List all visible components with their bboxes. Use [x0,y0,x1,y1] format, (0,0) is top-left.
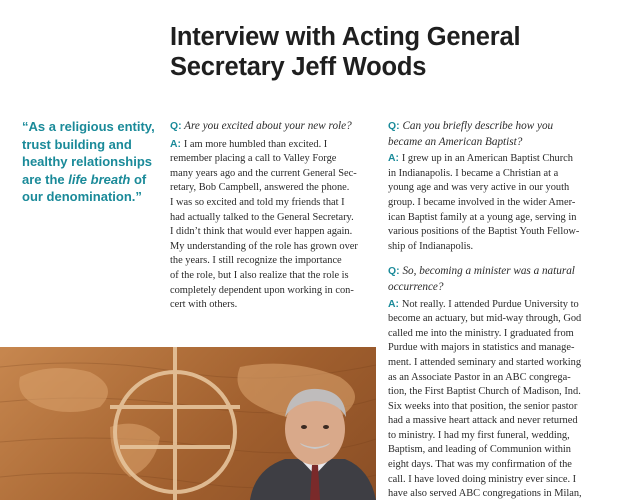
pull-quote-line: our denomination.” [22,189,142,204]
title-line-1: Interview with Acting General [170,23,521,51]
answer-line: I was so excited and told my friends that I [170,196,345,208]
pull-quote-line [22,171,162,189]
question-tag: Q: [388,121,403,132]
answer-line: Baptism, and leading of Communion within [388,444,571,456]
answer-line: ship of Indianapolis. [388,240,474,252]
answer-line: I didn’t think that would ever happen again. [170,226,353,238]
answer-line: young age and was very active in our youth [388,182,570,194]
answer-3 [388,298,624,500]
question-text: Are you excited about your new role? [184,120,352,132]
question-line: Q: Can you briefly describe how you [388,120,554,132]
question-tag: Q: [388,266,403,278]
question-2 [388,119,624,149]
answer-line: of the role, but I also realize that the role is [170,269,349,281]
answer-line: had actually talked to the General Secretary. [170,211,354,223]
pull-quote-line: “As a religious entity, [22,119,155,134]
pull-quote-fragment: are the [22,171,69,187]
answer-line: to ministry. I had my first funeral, wedding, [388,429,570,441]
answer-line: many years ago and the current General Sec- [170,167,357,179]
column-right [388,119,624,500]
answer-line: A: I grew up in an American Baptist Church [388,153,573,165]
answer-line: cert with others. [170,299,238,311]
question-1 [170,119,370,135]
answer-line: Purdue with majors in statistics and manage- [388,342,575,354]
answer-line: call. I have loved doing ministry ever since. I [388,473,577,485]
answer-line: had a massive heart attack and never returned [388,415,578,427]
answer-line: as an Associate Pastor in an ABC congrega- [388,371,571,383]
pull-quote [22,118,162,206]
answer-line: A: Not really. I attended Purdue University to [388,298,579,310]
answer-line: called me into the ministry. I graduated from [388,327,574,339]
question-3 [388,264,624,294]
pull-quote-emphasis: life breath [68,171,131,187]
question-line: occurrence? [388,280,444,293]
answer-line: various positions of the Baptist Youth Fellow- [388,226,580,238]
answer-line: in Indianapolis. I became a Christian at a [388,167,559,179]
question-line: became an American Baptist? [388,135,523,148]
question-line: Q: So, becoming a minister was a natural [388,265,575,278]
answer-line: tion, the First Baptist Church of Madison, Ind. [388,386,581,398]
answer-line: the years. I still recognize the importance [170,255,342,267]
answer-line: ment. I attended seminary and started working [388,356,582,368]
answer-tag: A: [170,138,184,150]
title-line-2: Secretary Jeff Woods [170,53,427,81]
answer-line: group. I became involved in the wider Amer- [388,196,576,208]
answer-line: ican Baptist family at a young age, serving in [388,211,577,223]
answer-tag: A: [388,153,402,165]
pull-quote-line: trust building and [22,136,132,152]
photo-illustration [0,347,376,500]
column-middle [170,119,370,323]
answer-line: remember placing a call to Valley Forge [170,153,337,165]
answer-2 [388,152,624,254]
answer-line: A: I am more humbled than excited. I [170,138,328,150]
answer-line: become an actuary, but mid-way through, God [388,313,582,325]
portrait-photo [0,347,376,500]
answer-line: retary, Bob Campbell, answered the phone. [170,182,350,194]
pull-quote-line: healthy relationships [22,154,153,169]
article-title [170,22,610,82]
answer-line: Six weeks into that position, the senior pastor [388,400,578,412]
answer-line: My understanding of the role has grown over [170,240,358,252]
answer-line: eight days. That was my confirmation of the [388,459,572,471]
answer-line: completely dependent upon working in con- [170,284,354,296]
answer-1 [170,138,370,313]
question-tag: Q: [170,121,182,132]
answer-tag: A: [388,298,402,310]
pull-quote-fragment: of [130,171,147,187]
answer-line: have also served ABC congregations in Milan, [388,488,582,500]
